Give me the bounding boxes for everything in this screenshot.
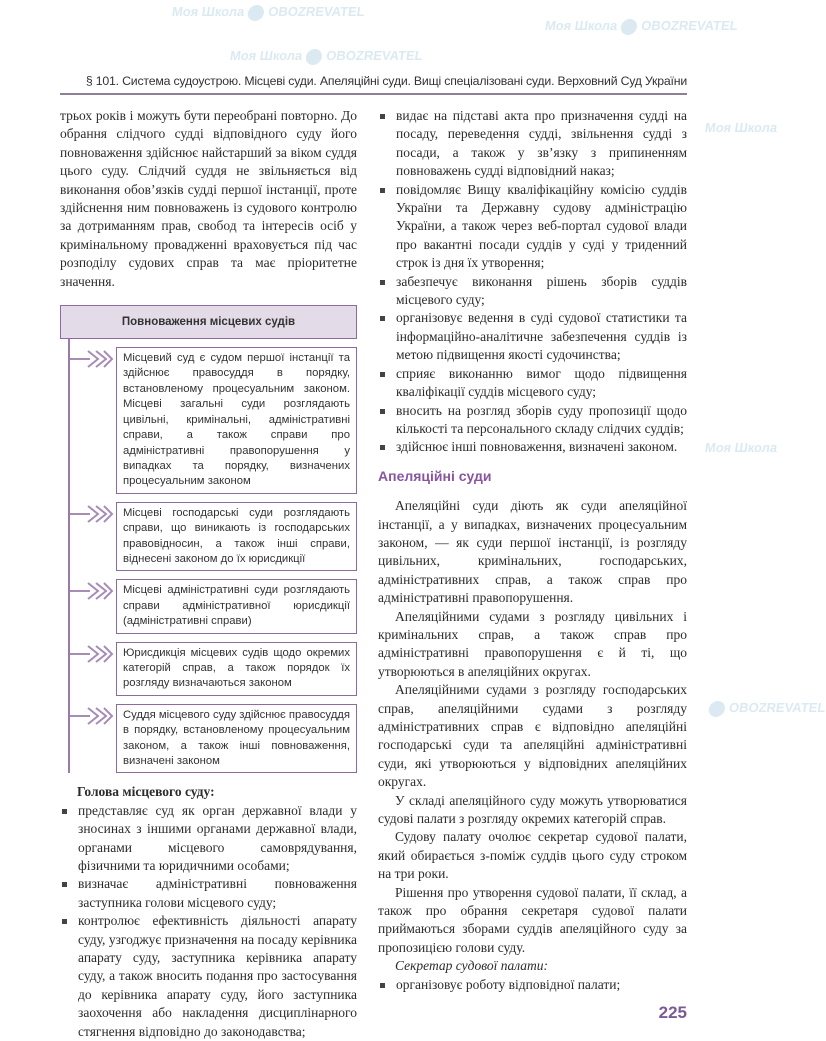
list-item: сприяє виконанню вимог щодо підвищення кваліфікації суддів місцевого суду;: [378, 365, 687, 402]
section-subtitle: Секретар судової палати:: [395, 958, 549, 974]
list-item: вносить на розгляд зборів суду пропозиції щодо кількості та персонального складу слідчих суддів;: [378, 402, 687, 439]
powers-diagram: [60, 305, 357, 773]
watermark: Моя Школа OBOZREVATEL: [229, 48, 424, 63]
watermark: OBOZREVATEL: [704, 700, 826, 717]
diagram-box: Юрисдикція місцевих судів щодо окремих категорій справ, а також порядок їх розгляду визначаються законом: [116, 642, 357, 696]
right-column: [378, 107, 687, 1023]
diagram-box: Суддя місцевого суду здійснює правосуддя в порядку, встановленому процесуальним законом, а також інші повноваження, визначені законом: [116, 704, 357, 774]
arrow-icon: [70, 708, 116, 724]
diagram-box: Місцевий суд є судом першої інстанції та здійснює правосуддя в порядку, встановленому процесуальним законом. Місцеві загальні суди розглядають цивільні, кримінальні, адміністративні справи, а також справи про адміністративні правопорушення у випадках та порядку, визначених процесуальним законом: [116, 347, 357, 494]
diagram-title: Повноваження місцевих судів: [60, 305, 357, 339]
paragraph: У складі апеляційного суду можуть утворюватися судові палати з розгляду окремих категорій справ.: [378, 792, 687, 827]
watermark: Моя Школа OBOZREVATEL: [544, 18, 739, 33]
section-subtitle: Голова місцевого суду:: [77, 784, 215, 800]
paragraph: Рішення про утворення судової палати, її склад, а також про обрання секретаря судової палати приймаються зборами суддів апеляційного суду за пропозицією голови суду.: [378, 884, 687, 955]
watermark: Моя Школа: [703, 440, 779, 455]
diagram-connector: [68, 339, 357, 773]
paragraph: Апеляційні суди діють як суди апеляційної інстанції, а у випадках, визначених процесуальним законом, — як суди першої інстанції, із розгляду цивільних, кримінальних, господарських, адміністративних справ, а також справ про адміністративні правопорушення.: [378, 498, 687, 606]
list-item: організовує ведення в суді судової статистики та інформаційно-аналітичне забезпечення суддів із метою підвищення якості судочинства;: [378, 309, 687, 364]
diagram-row: [70, 579, 357, 633]
section-heading: Апеляційні суди: [378, 467, 492, 484]
diagram-box: Місцеві адміністративні суди розглядають справи адміністративної юрисдикції (адміністративні справи): [116, 579, 357, 633]
arrow-icon: [70, 351, 116, 367]
list-item: представляє суд як орган державної влади у зносинах з іншими органами державної влади, органами місцевого самоврядування, фізичними та юридичними особами;: [60, 802, 357, 876]
arrow-icon: [70, 506, 116, 522]
list-item: забезпечує виконання рішень зборів суддів місцевого суду;: [378, 273, 687, 310]
bullet-list: [60, 802, 357, 1041]
arrow-icon: [70, 583, 116, 599]
left-column: [60, 107, 357, 1041]
page-number: 225: [658, 1003, 687, 1023]
paragraph: Судову палату очолює секретар судової палати, який обирається з-поміж суддів цього суду строком на три роки.: [378, 829, 687, 882]
diagram-row: [70, 347, 357, 494]
list-item: контролює ефективність діяльності апарату суду, узгоджує призначення на посаду керівника апарату суду, заступника керівника апарату суду, а також вносить подання про застосування до керівника апарату суду, його заступника заохочення або накладення дисциплінарного стягнення відповідно до законодавства;: [60, 912, 357, 1041]
header-divider: [60, 93, 687, 95]
paragraph: Апеляційними судами з розгляду цивільних і кримінальних справ, а також справ про адміністративні правопорушення є й ті, що утворюються в апеляційних округах.: [378, 608, 687, 679]
list-item: повідомляє Вищу кваліфікаційну комісію суддів України та Державну судову адміністрацію України, а також через веб-портал судової влади про вакантні посади суддів у суді у триденний строк із дня їх утворення;: [378, 181, 687, 273]
bullet-list: [378, 107, 687, 457]
list-item: здійснює інші повноваження, визначені законом.: [378, 438, 687, 456]
paragraph: трьох років і можуть бути переобрані повторно. До обрання слідчого судді відповідного суду його повноваження здійснює найстарший за віком суддя цього суду. Слідчий суддя не звільняється від виконання обов’язків судді першої інстанції, проте здійснення ним повноважень із судового контролю за дотриманням прав, свобод та інтересів осіб у кримінальному провадженні враховується під час розподілу судових справ та має пріоритетне значення.: [60, 108, 357, 289]
bullet-list: [378, 976, 687, 994]
list-item: визначає адміністративні повноваження заступника голови місцевого суду;: [60, 875, 357, 912]
running-header: § 101. Система судоустрою. Місцеві суди. Апеляційні суди. Вищі спеціалізовані суди. Верховний Суд України: [85, 74, 687, 88]
list-item: видає на підставі акта про призначення судді на посаду, переведення судді, звільнення судді з посади, а також у зв’язку з припиненням повноважень судді відповідний наказ;: [378, 107, 687, 181]
paragraph: Апеляційними судами з розгляду господарських справ, апеляційними судами з розгляду адміністративних справ є відповідно апеляційні господарські суди та апеляційні адміністративні суди, які утворюються у відповідних апеляційних округах.: [378, 682, 687, 790]
watermark: Моя Школа OBOZREVATEL: [171, 4, 366, 19]
diagram-row: [70, 642, 357, 696]
watermark: Моя Школа: [703, 120, 779, 135]
diagram-row: [70, 704, 357, 774]
diagram-row: [70, 502, 357, 572]
arrow-icon: [70, 646, 116, 662]
list-item: організовує роботу відповідної палати;: [378, 976, 687, 994]
diagram-box: Місцеві господарські суди розглядають справи, що виникають із господарських правовідносин, а також інші справи, віднесені законом до їх юрисдикції: [116, 502, 357, 572]
